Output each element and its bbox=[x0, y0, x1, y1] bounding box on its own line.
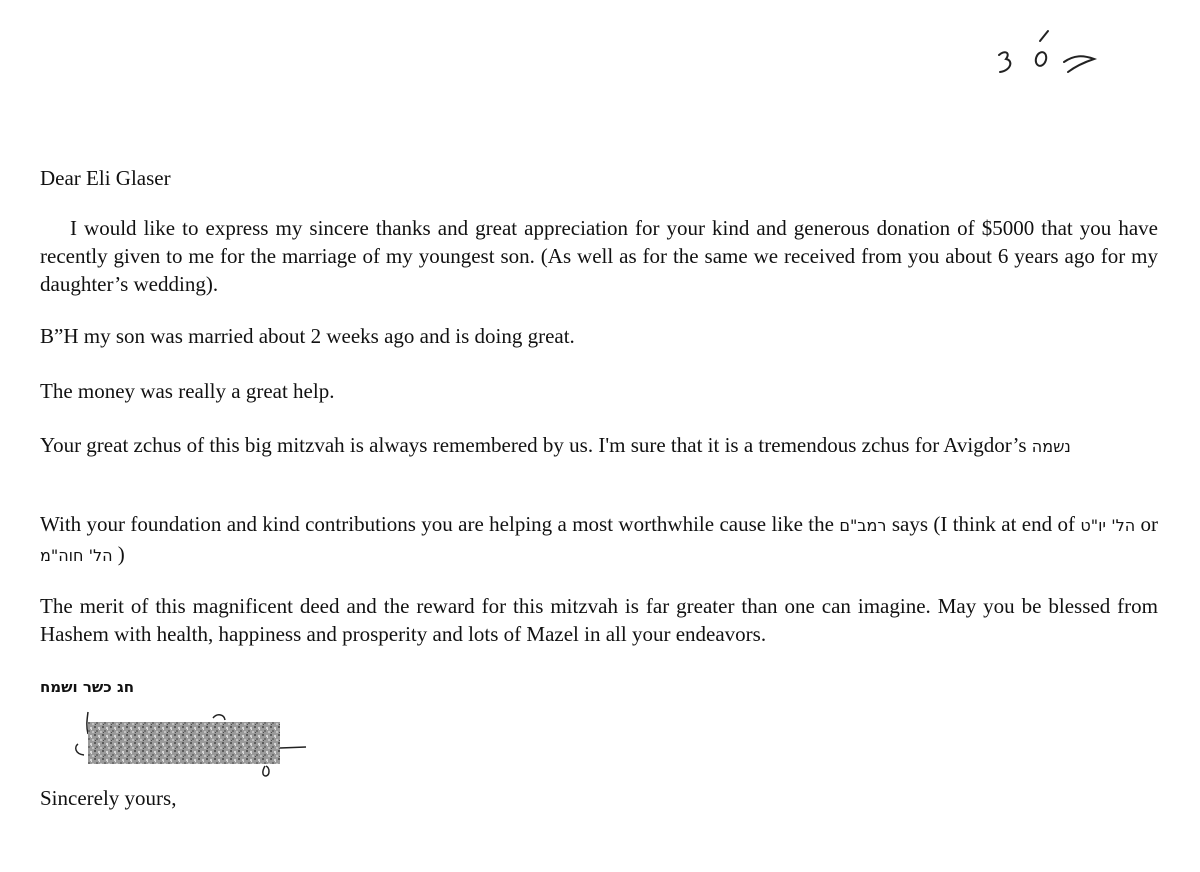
thanks-paragraph: I would like to express my sincere thanks and great appreciation for your kind and generous donation of $5000 that you have recently given to me for the marriage of my youngest son. (As well as for the same we received from you about 6 years ago for my daughter’s wedding). bbox=[40, 216, 1158, 296]
foundation-hebrew-cholhamoed: הל' חוה"מ bbox=[40, 546, 113, 565]
zchus-hebrew: נשמה bbox=[1031, 437, 1071, 456]
foundation-text-b: says (I think at end of bbox=[891, 512, 1075, 536]
redacted-signature bbox=[70, 710, 315, 782]
foundation-hebrew-rambam: רמב"ם bbox=[839, 516, 887, 535]
zchus-text: Your great zchus of this big mitzvah is always remembered by us. I'm sure that it is a tremendous zchus for Avigdor’s bbox=[40, 433, 1027, 457]
foundation-hebrew-yomtov: הל' יו"ט bbox=[1080, 516, 1136, 535]
zchus-paragraph bbox=[40, 431, 1158, 461]
handwritten-page-number bbox=[990, 28, 1100, 78]
merit-paragraph: The merit of this magnificent deed and the reward for this mitzvah is far greater than one can imagine. May you be blessed from Hashem with health, happiness and prosperity and lots of Mazel in all your endeavors. bbox=[40, 594, 1158, 646]
foundation-paragraph bbox=[40, 510, 1158, 570]
closing: Sincerely yours, bbox=[40, 786, 177, 810]
foundation-close-paren: ) bbox=[117, 542, 125, 566]
holiday-blessing: חג כשר ושמח bbox=[40, 678, 135, 696]
money-paragraph: The money was really a great help. bbox=[40, 379, 335, 403]
salutation: Dear Eli Glaser bbox=[40, 166, 171, 190]
signature-redaction-block bbox=[88, 722, 280, 764]
foundation-text-a: With your foundation and kind contributions you are helping a most worthwhile cause like the bbox=[40, 512, 834, 536]
married-paragraph: B”H my son was married about 2 weeks ago and is doing great. bbox=[40, 324, 575, 348]
foundation-or: or bbox=[1140, 512, 1159, 536]
